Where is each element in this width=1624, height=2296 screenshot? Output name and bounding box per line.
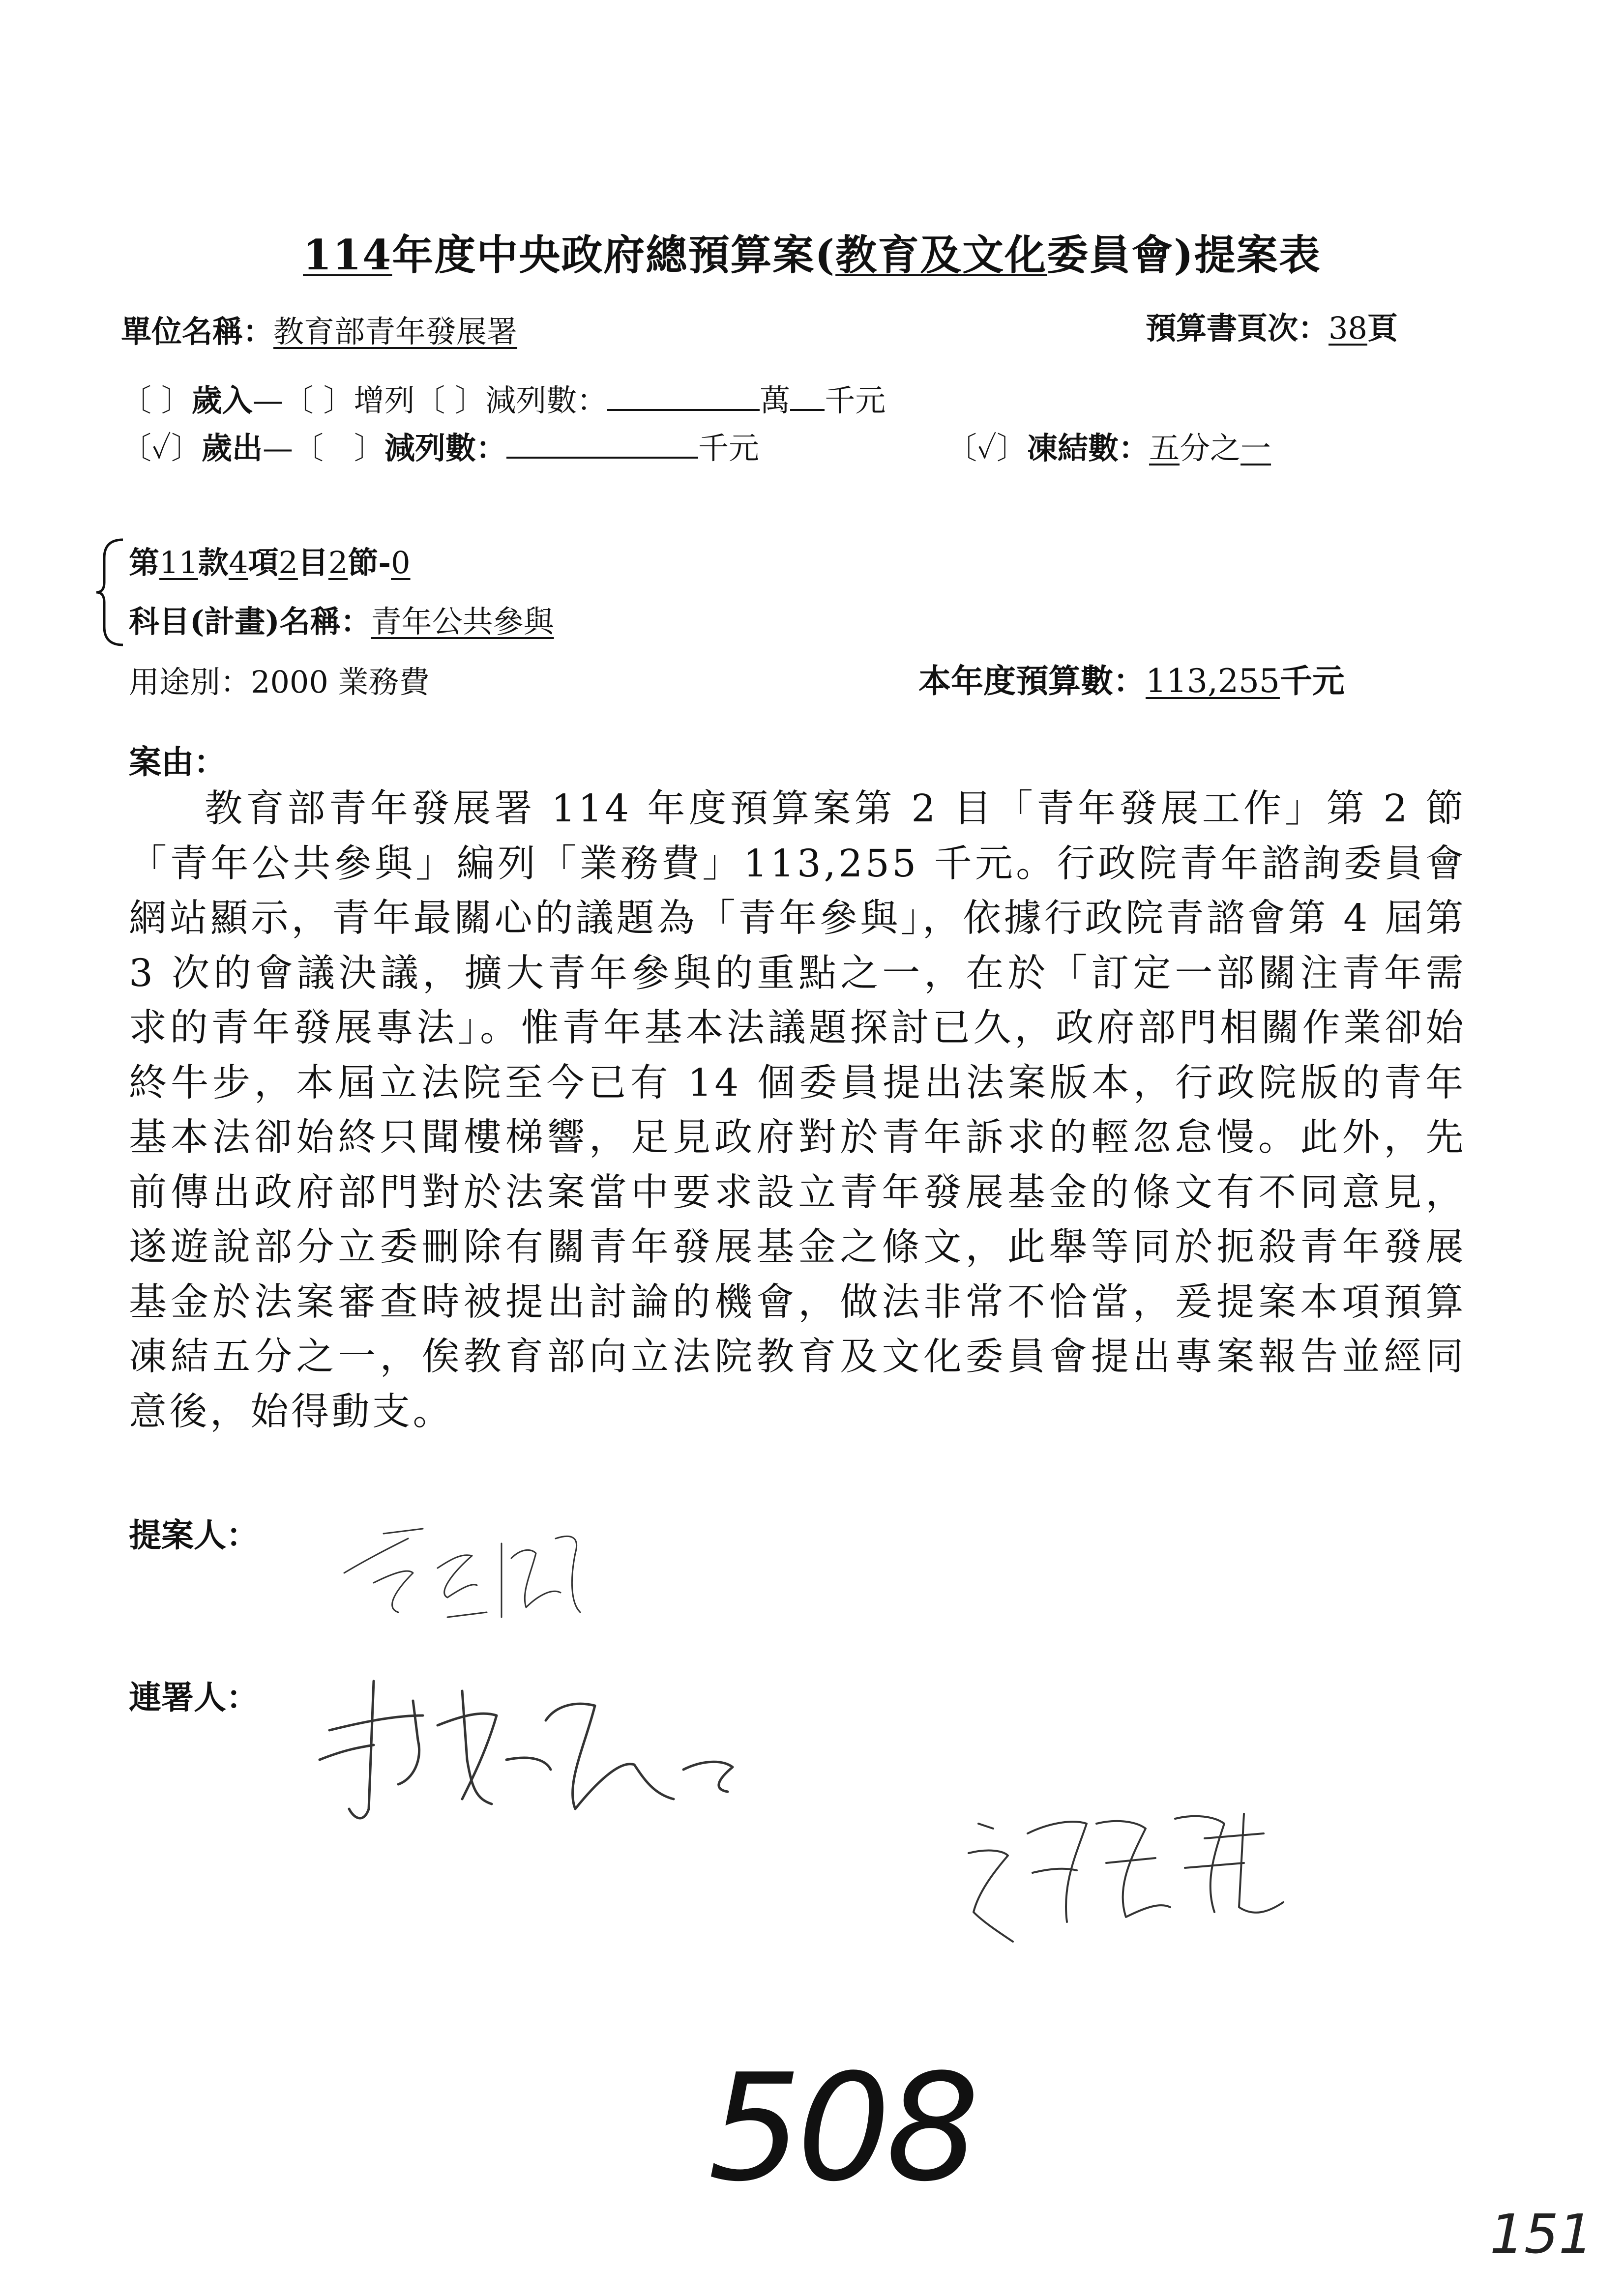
cosigner-label: 連署人： bbox=[129, 1678, 259, 1716]
item-xiang-label: 項 bbox=[248, 545, 279, 581]
usage-row bbox=[129, 658, 430, 701]
expense-unit: 千元 bbox=[698, 430, 760, 466]
freeze-checkbox: 〔✓〕 bbox=[946, 430, 1027, 466]
left-brace bbox=[93, 536, 128, 649]
freeze-denominator: 一 bbox=[1240, 430, 1271, 466]
current-budget-row bbox=[918, 655, 1345, 701]
increase-label: 增列 bbox=[354, 382, 415, 418]
revenue-amount-blank bbox=[607, 384, 760, 411]
reason-text: 教育部青年發展署 114 年度預算案第 2 目「青年發展工作」第 2 節「青年公共參與」編列「業務費」113,255 千元。行政院青年諮詢委員會網站顯示，青年最關心的議題為「青年參與」，依據行政院青諮會第 4 屆第 3 次的會議決議，擴大青年參與的重點之一，在於「訂定一部關注青年需求的青年發展專法」。惟青年基本法議題探討已久，政府部門相關作業卻始終牛步，本屆立法院至今已有 14 個委員提出法案版本，行政院版的青年基本法卻始終只聞樓梯響，足見政府對於青年訴求的輕忽怠慢。此外，先前傳出政府部門對於法案當中要求設立青年發展基金的條文有不同意見，遂遊說部分立委刪除有關青年發展基金之條文，此舉等同於扼殺青年發展基金於法案審查時被提出討論的機會，做法非常不恰當，爰提案本項預算凍結五分之一，俟教育部向立法院教育及文化委員會提出專案報告並經同意後，始得動支。 bbox=[129, 787, 1466, 1434]
budget-page-value: 38 bbox=[1329, 310, 1367, 346]
expense-decrease-label: 減列數： bbox=[384, 430, 507, 466]
corner-page-number: 151 bbox=[1490, 2203, 1593, 2266]
item-kuan: 11 bbox=[159, 545, 198, 581]
handwritten-page-number: 508 bbox=[708, 2042, 975, 2214]
revenue-dash: — bbox=[252, 382, 283, 418]
subject-row bbox=[129, 597, 554, 641]
revenue-decrease-label: 減列數： bbox=[485, 382, 608, 418]
revenue-unit-wan: 萬 bbox=[760, 382, 791, 418]
unit-value: 教育部青年發展署 bbox=[273, 314, 518, 349]
subject-label: 科目(計畫)名稱： bbox=[129, 604, 371, 639]
item-sub: 0 bbox=[391, 545, 411, 581]
revenue-checkbox: 〔 〕 bbox=[121, 382, 192, 418]
item-code-row bbox=[129, 538, 411, 582]
revenue-line bbox=[121, 376, 886, 420]
expense-line bbox=[121, 424, 759, 467]
expense-checkbox: 〔✓〕 bbox=[121, 430, 202, 466]
revenue-label: 歲入 bbox=[191, 382, 253, 418]
freeze-fraction-word: 分之 bbox=[1180, 430, 1241, 466]
item-mu-label: 目 bbox=[297, 545, 328, 581]
budget-page-label: 預算書頁次： bbox=[1146, 310, 1329, 346]
expense-decrease-checkbox: 〔 〕 bbox=[293, 430, 385, 466]
title-year: 114 bbox=[303, 231, 392, 279]
proposer-signature bbox=[325, 1499, 649, 1647]
revenue-unit-thousand: 千元 bbox=[825, 382, 886, 418]
item-jie: 2 bbox=[328, 545, 348, 581]
form-title bbox=[0, 222, 1624, 282]
item-xiang: 4 bbox=[228, 545, 248, 581]
item-jie-label: 節- bbox=[348, 545, 391, 581]
cosigner-signature-1 bbox=[300, 1661, 782, 1883]
budget-page-unit: 頁 bbox=[1367, 310, 1398, 346]
subject-value: 青年公共參與 bbox=[371, 604, 554, 639]
title-suffix: 委員會)提案表 bbox=[1047, 231, 1321, 279]
item-kuan-label: 款 bbox=[198, 545, 229, 581]
usage-label: 用途別：2000 業務費 bbox=[129, 664, 430, 700]
proposer-label: 提案人： bbox=[129, 1516, 259, 1554]
expense-label: 歲出 bbox=[202, 430, 263, 466]
unit-label: 單位名稱： bbox=[121, 314, 274, 349]
freeze-row bbox=[946, 424, 1271, 467]
current-budget-label: 本年度預算數： bbox=[918, 662, 1146, 700]
revenue-small-blank bbox=[790, 384, 825, 411]
freeze-numerator: 五 bbox=[1149, 430, 1180, 466]
expense-dash: — bbox=[263, 430, 294, 466]
title-prefix: 年度中央政府總預算案( bbox=[392, 231, 836, 279]
current-budget-value: 113,255 bbox=[1146, 662, 1280, 700]
decrease-checkbox: 〔 〕 bbox=[414, 382, 486, 418]
unit-row bbox=[121, 307, 517, 351]
cosigner-signature-2 bbox=[949, 1794, 1323, 1951]
increase-checkbox: 〔 〕 bbox=[283, 382, 354, 418]
title-committee: 教育及文化 bbox=[835, 231, 1047, 279]
item-mu: 2 bbox=[278, 545, 298, 581]
freeze-label: 凍結數： bbox=[1027, 430, 1150, 466]
item-code-prefix: 第 bbox=[129, 545, 160, 581]
reason-label: 案由： bbox=[129, 743, 226, 781]
budget-page-row bbox=[1146, 304, 1398, 348]
current-budget-unit: 千元 bbox=[1279, 662, 1345, 700]
expense-amount-blank bbox=[506, 432, 698, 459]
